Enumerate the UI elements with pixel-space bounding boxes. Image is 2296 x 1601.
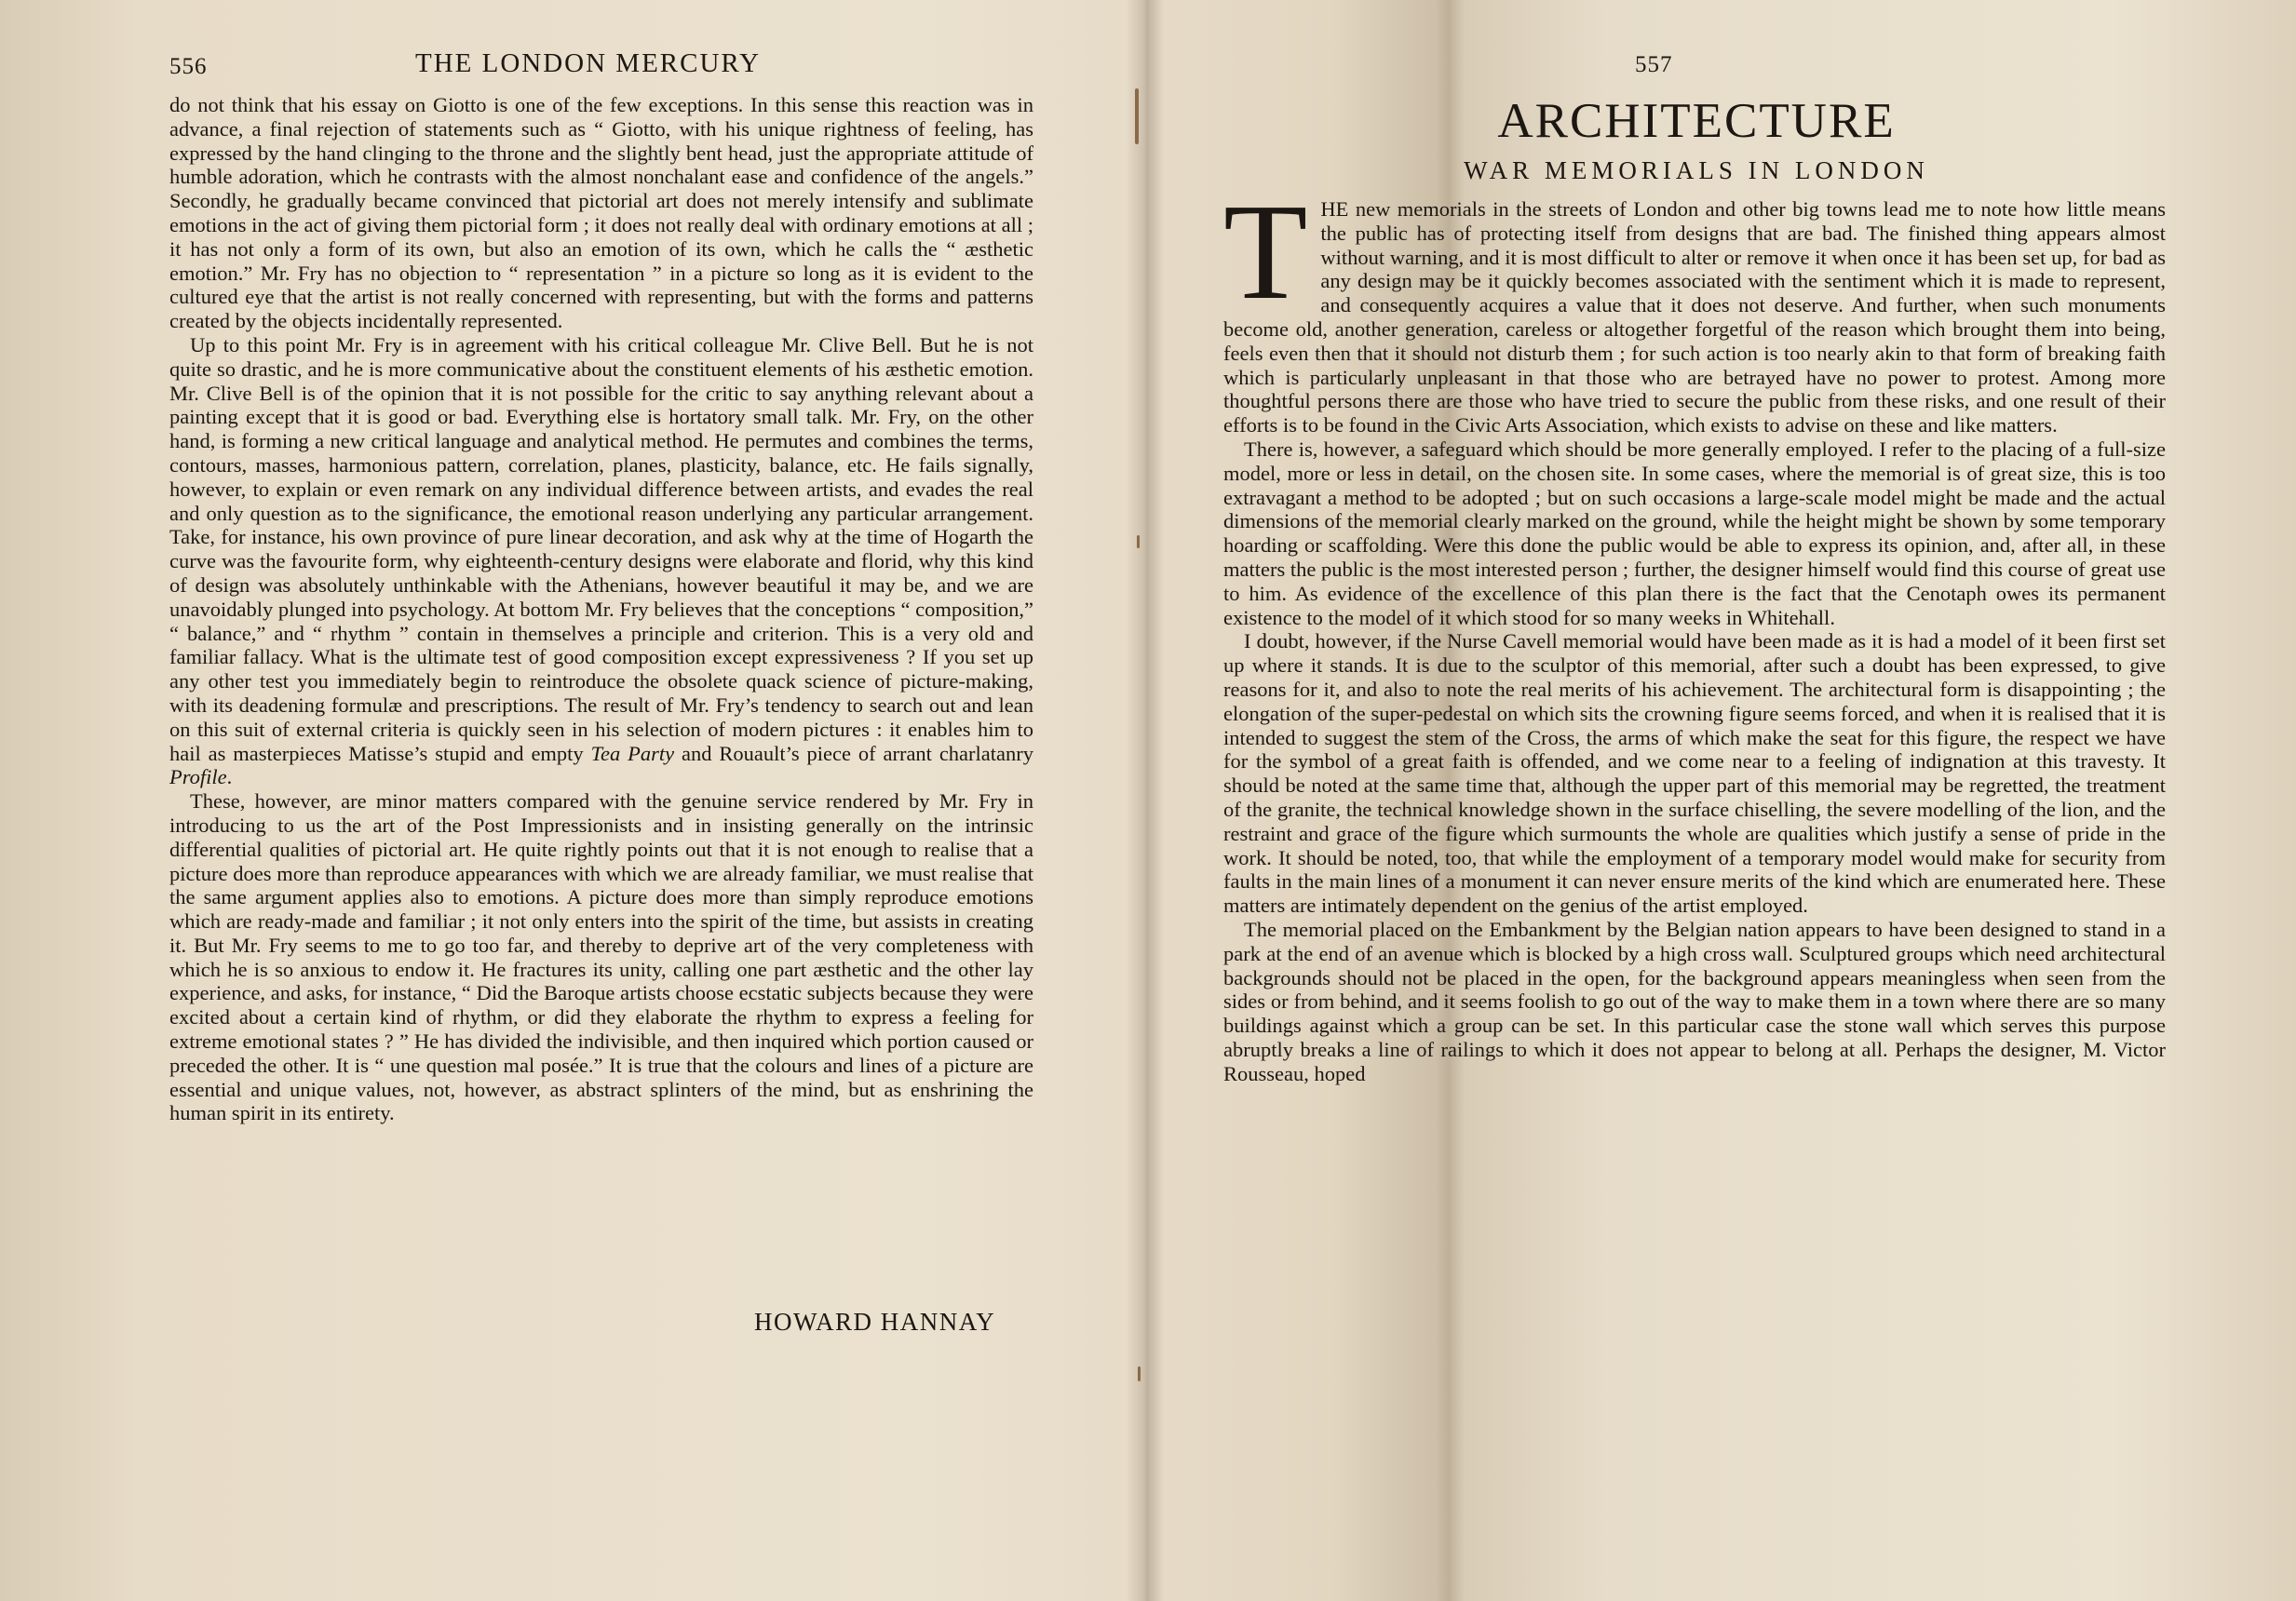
right-text-column	[1223, 176, 2166, 1085]
running-head: THE LONDON MERCURY	[415, 48, 762, 78]
paragraph: These, however, are minor matters compared with the genuine service rendered by Mr. Fry in introducing to us the art of the Post Impressionists and in insisting generally on the intrinsic differential qualities of pictorial art. He quite rightly points out that it is not enough to realise that a picture does more than reproduce appearances with which we are already familiar, we must realise that the same argument applies also to emotions. A picture does more than simply reproduce emotions which are ready-made and familiar ; it not only enters into the spirit of the time, but assists in creating it. But Mr. Fry seems to me to go too far, and thereby to deprive art of the very completeness with which he is so anxious to endow it. He fractures its unity, calling one part æsthetic and the other lay experience, and asks, for instance, “ Did the Baroque artists choose ecstatic subjects because they were excited about a certain kind of rhythm, or did they elaborate the rhythm to express a feeling for extreme emotional states ? ” He has divided the indivisible, and then inquired which portion caused or preceded the other. It is “ une question mal posée.” It is true that the colours and lines of a picture are essential and unique values, not, however, as abstract splinters of the mind, but as enshrining the human spirit in its entirety.	[169, 789, 1033, 1125]
article-subtitle: WAR MEMORIALS IN LONDON	[1464, 156, 1929, 184]
italic-title: Profile	[169, 765, 227, 789]
binding-mark	[1137, 535, 1140, 548]
paragraph: The memorial placed on the Embankment by the Belgian nation appears to have been designed to stand in a park at the end of an avenue which is blocked by a high cross wall. Sculptured groups which need architectural backgrounds should not be placed in the open, for the background appears meaningless when seen from the sides or from behind, and it seems foolish to go out of the way to make them in a town where there are so many buildings against which a group can be set. In this particular case the stone wall which serves this purpose abruptly breaks a line of railings to which it does not appear to belong at all. Perhaps the designer, M. Victor Rousseau, hoped	[1223, 917, 2166, 1085]
page-number-left: 556	[169, 54, 208, 79]
author-signature: HOWARD HANNAY	[754, 1308, 996, 1336]
left-page	[0, 0, 1136, 1601]
article-title: ARCHITECTURE	[1497, 94, 1896, 148]
paragraph: THE new memorials in the streets of London and other big towns lead me to note how little means the public has of protecting itself from designs that are bad. The finished thing appears almost without warning, and it is most difficult to alter or remove it when once it has been set up, for bad as any design may be it quickly becomes associated with the sentiment which it is made to represent, and consequently acquires a value that it does not deserve. And further, when such monuments become old, another generation, careless or altogether forgetful of the reason which brought them into being, feels even then that it should not disturb them ; for such action is too nearly akin to that form of breaking faith which is particularly unpleasant in that those who are betrayed have no power to protest. Among more thoughtful persons there are those who have tried to secure the public from these risks, and one result of their efforts is to be found in the Civic Arts Association, which exists to advise on these and like matters.	[1223, 176, 2166, 437]
binding-mark	[1135, 88, 1139, 144]
italic-title: Tea Party	[590, 741, 675, 765]
paragraph: do not think that his essay on Giotto is one of the few exceptions. In this sense this reaction was in advance, a final rejection of statements such as “ Giotto, with his unique rightness of feeling, has expressed by the hand clinging to the throne and the slightly bent head, just the appropriate attitude of humble adoration, which he contrasts with the almost nonchalant ease and confidence of the angels.” Secondly, he gradually became convinced that pictorial art does not merely intensify and sublimate emotions in the act of giving them pictorial form ; it does not really deal with ordinary emotions at all ; it has not only a form of its own, but also an emotion of its own, which he calls the “ æsthetic emotion.” Mr. Fry has no objection to “ representation ” in a picture so long as it is evident to the cultured eye that the artist is not really concerned with representing, but with the forms and patterns created by the objects incidentally represented.	[169, 93, 1033, 333]
binding-mark	[1138, 1366, 1141, 1381]
paragraph: Up to this point Mr. Fry is in agreement with his critical colleague Mr. Clive Bell. But he is not quite so drastic, and he is more communicative about the constituent elements of his æsthetic emotion. Mr. Clive Bell is of the opinion that it is not possible for the critic to say anything relevant about a painting except that it is good or bad. Everything else is hortatory small talk. Mr. Fry, on the other hand, is forming a new critical language and analytical method. He permutes and combines the terms, contours, masses, harmonious pattern, correlation, planes, plasticity, balance, etc. He fails signally, however, to explain or even remark on any individual difference between artists, and evades the real and only question as to the significance, the emotional reason underlying any particular arrangement. Take, for instance, his own province of pure linear decoration, and ask why at the time of Hogarth the curve was the favourite form, why eighteenth-century designs were elaborate and florid, why this kind of design was absolutely unthinkable with the Athenians, however beautiful it may be, and we are unavoidably plunged into psychology. At bottom Mr. Fry believes that the conceptions “ composition,” “ balance,” and “ rhythm ” contain in themselves a principle and criterion. This is a very old and familiar fallacy. What is the ultimate test of good composition except expressiveness ? If you set up any other test you immediately begin to reintroduce the obsolete quack science of picture-making, with its deadening formulæ and prescriptions. The result of Mr. Fry’s tendency to search out and lean on this suit of external criteria is quickly seen in his selection of modern pictures : it enables him to hail as masterpieces Matisse’s stupid and empty Tea Party and Rouault’s piece of arrant charlatanry Profile.	[169, 332, 1033, 789]
drop-cap: T	[1223, 176, 1308, 329]
left-text-column	[169, 93, 1033, 1125]
page-number-right: 557	[1635, 52, 1673, 77]
right-page	[1147, 0, 2296, 1601]
paragraph: There is, however, a safeguard which should be more generally employed. I refer to the placing of a full-size model, more or less in detail, on the chosen site. In some cases, where the memorial is of great size, this is too extravagant a method to be adopted ; but on such occasions a large-scale model might be made and the actual dimensions of the memorial clearly marked on the ground, while the height might be shown by some temporary hoarding or scaffolding. Were this done the public would be able to express its opinion, and, after all, in these matters the public is the most interested person ; further, the designer himself would find this course of great use to him. As evidence of the excellence of this plan there is the fact that the Cenotaph owes its permanent existence to the model of it which stood for so many weeks in Whitehall.	[1223, 437, 2166, 629]
paragraph: I doubt, however, if the Nurse Cavell memorial would have been made as it is had a model of it been first set up where it stands. It is due to the sculptor of this memorial, after such a doubt has been expressed, to give reasons for it, and also to note the real merits of his achievement. The architectural form is disappointing ; the elongation of the super-pedestal on which sits the crowning figure seems forced, and when it is realised that it is intended to suggest the stem of the Cross, the arms of which make the seat for this figure, the respect we have for the symbol of a great faith is offended, and we come near to a feeling of indignation at this travesty. It should be noted at the same time that, although the upper part of this memorial may be regretted, the treatment of the granite, the technical knowledge shown in the surface chiselling, the severe modelling of the lion, and the restraint and grace of the figure which surmounts the whole are qualities which justify a sense of pride in the work. It should be noted, too, that while the employment of a temporary model would make for security from faults in the main lines of a monument it can never ensure merits of the kind which are enumerated here. These matters are intimately dependent on the genius of the artist employed.	[1223, 629, 2166, 918]
